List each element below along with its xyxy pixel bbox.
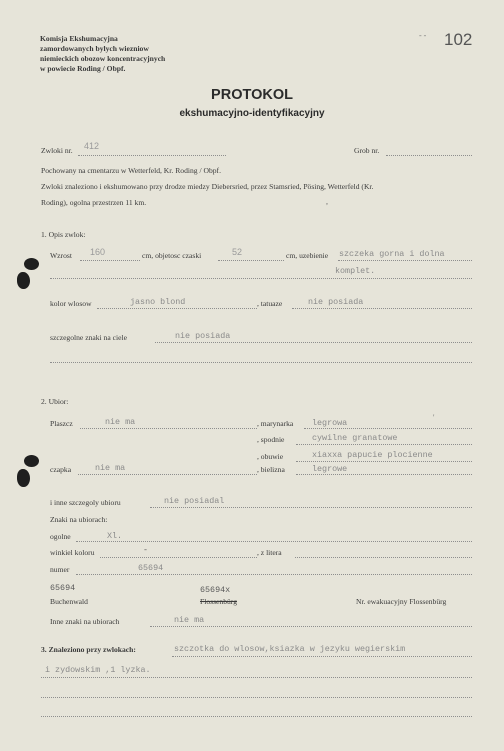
buchenwald-label: Buchenwald (50, 597, 88, 606)
punch-hole (17, 469, 30, 487)
zwloki-value: 412 (84, 141, 100, 151)
czapka-line (78, 474, 257, 475)
punch-hole (24, 258, 39, 270)
flossenburg-number: 65694x (200, 585, 231, 595)
plaszcz-label: Plaszcz (50, 419, 73, 428)
czaska-line (218, 260, 284, 261)
uzebienie-line-1 (338, 260, 472, 261)
zwloki-line (78, 155, 226, 156)
ink-speck: , (326, 197, 328, 206)
ogolne-value: Xl. (107, 531, 123, 541)
punch-hole (17, 272, 30, 289)
winkiel-label: winkiel koloru (50, 548, 95, 557)
section3-heading (41, 646, 136, 654)
section1-heading-text: 1. Opis zwlok: (41, 230, 86, 239)
zwloki-label: Zwloki nr. (41, 146, 73, 155)
section1-heading (41, 231, 86, 239)
znaki-value: nie posiada (175, 331, 231, 341)
wzrost-line (80, 260, 140, 261)
section3-line-1 (172, 656, 472, 657)
inne-znaki-label: Inne znaki na ubiorach (50, 617, 120, 626)
winkiel-value: - (143, 545, 149, 555)
marynarka-value: legrowa (312, 418, 348, 428)
wzrost-value: 160 (90, 247, 106, 257)
marynarka-label: , marynarka (257, 419, 294, 428)
winkiel-line (100, 557, 257, 558)
czapka-label: czapka (50, 465, 72, 474)
section3-line-3 (41, 697, 472, 698)
inne-znaki-value: nie ma (174, 615, 205, 625)
czaska-value: 52 (232, 247, 243, 257)
inne-label: i inne szczegoly ubioru (50, 498, 121, 507)
obuwie-label: , obuwie (257, 452, 284, 461)
tatuaze-label: , tatuaze (257, 299, 283, 308)
czapka-value: nie ma (95, 463, 126, 473)
marynarka-line (304, 428, 472, 429)
buried-line: Pochowany na cmentarzu w Wetterfeld, Kr. Roding / Obpf. (41, 166, 221, 175)
numer-value: 65694 (138, 563, 164, 573)
flossenburg-label: Flossenbürg (200, 597, 237, 606)
grob-label: Grob nr. (354, 146, 380, 155)
wzrost-label: Wzrost (50, 251, 72, 260)
inne-line (150, 507, 472, 508)
znaki-line (155, 342, 472, 343)
commission-line-3: niemieckich obozow koncentracyjnych (40, 54, 166, 63)
section3-value-1: szczotka do wlosow,ksiazka w jezyku wegierskim (174, 644, 406, 654)
commission-line-4: w powiecie Roding / Obpf. (40, 64, 126, 73)
commission-line-2: zamordowanych bylych wiezniow (40, 44, 149, 53)
obuwie-value: xiaxxa papucie plocienne (312, 450, 433, 460)
uzebienie-value-2: komplet. (335, 266, 376, 276)
bielizna-label: , bielizna (257, 465, 285, 474)
numer-label: numer (50, 565, 70, 574)
evac-label: Nr. ewakuacyjny Flossenbürg (356, 597, 447, 606)
obuwie-line (296, 461, 472, 462)
spodnie-value: cywilne granatowe (312, 433, 398, 443)
kolor-label: kolor wlosow (50, 299, 92, 308)
document-title: PROTOKOL (211, 87, 293, 103)
section3-value-2: i zydowskim ,1 lyzka. (45, 665, 151, 675)
uzebienie-label: cm, uzebienie (286, 251, 329, 260)
kolor-line (97, 308, 257, 309)
litera-label: , z litera (257, 548, 282, 557)
kolor-value: jasno blond (130, 297, 186, 307)
found-line-2: Roding), ogolna przestrzen 11 km. (41, 198, 147, 207)
ogolne-label: ogolne (50, 532, 71, 541)
bielizna-value: legrowe (312, 464, 348, 474)
page-number: 102 (444, 30, 473, 49)
section2-heading: 2. Ubior: (41, 397, 69, 406)
numer-line (76, 574, 472, 575)
tatuaze-value: nie posiada (308, 297, 364, 307)
section3-line-4 (41, 716, 472, 717)
uzebienie-line-2 (50, 278, 472, 279)
uzebienie-value-1: szczeka gorna i dolna (339, 249, 445, 259)
znaki-ubior-label: Znaki na ubiorach: (50, 515, 108, 524)
litera-line (295, 557, 472, 558)
plaszcz-value: nie ma (105, 417, 136, 427)
tatuaze-line (292, 308, 472, 309)
section3-line-2 (41, 677, 472, 678)
plaszcz-line (80, 428, 257, 429)
bielizna-line (296, 474, 472, 475)
section3-heading-text: 3. Znaleziono przy zwlokach: (41, 645, 136, 654)
czaska-label: cm, objetosc czaski (142, 251, 202, 260)
inne-znaki-line (150, 626, 472, 627)
spodnie-label: , spodnie (257, 435, 285, 444)
ink-speck: ' (433, 413, 435, 422)
section1-blank-line (50, 362, 472, 363)
punch-hole (24, 455, 39, 467)
znaki-label: szczegolne znaki na ciele (50, 333, 127, 342)
inne-value: nie posiadal (164, 496, 225, 506)
found-line-1: Zwloki znaleziono i ekshumowano przy drodze miedzy Diebersried, przez Stamsried, Pösing, Wetterfeld (Kr. (41, 182, 374, 191)
grob-line (386, 155, 472, 156)
page-number-mark: - - (419, 31, 427, 40)
commission-line-1: Komisja Ekshumacyjna (40, 34, 118, 43)
ogolne-line (76, 541, 472, 542)
spodnie-line (296, 444, 472, 445)
document-subtitle: ekshumacyjno-identyfikacyjny (179, 108, 325, 119)
buchenwald-number: 65694 (50, 583, 76, 593)
